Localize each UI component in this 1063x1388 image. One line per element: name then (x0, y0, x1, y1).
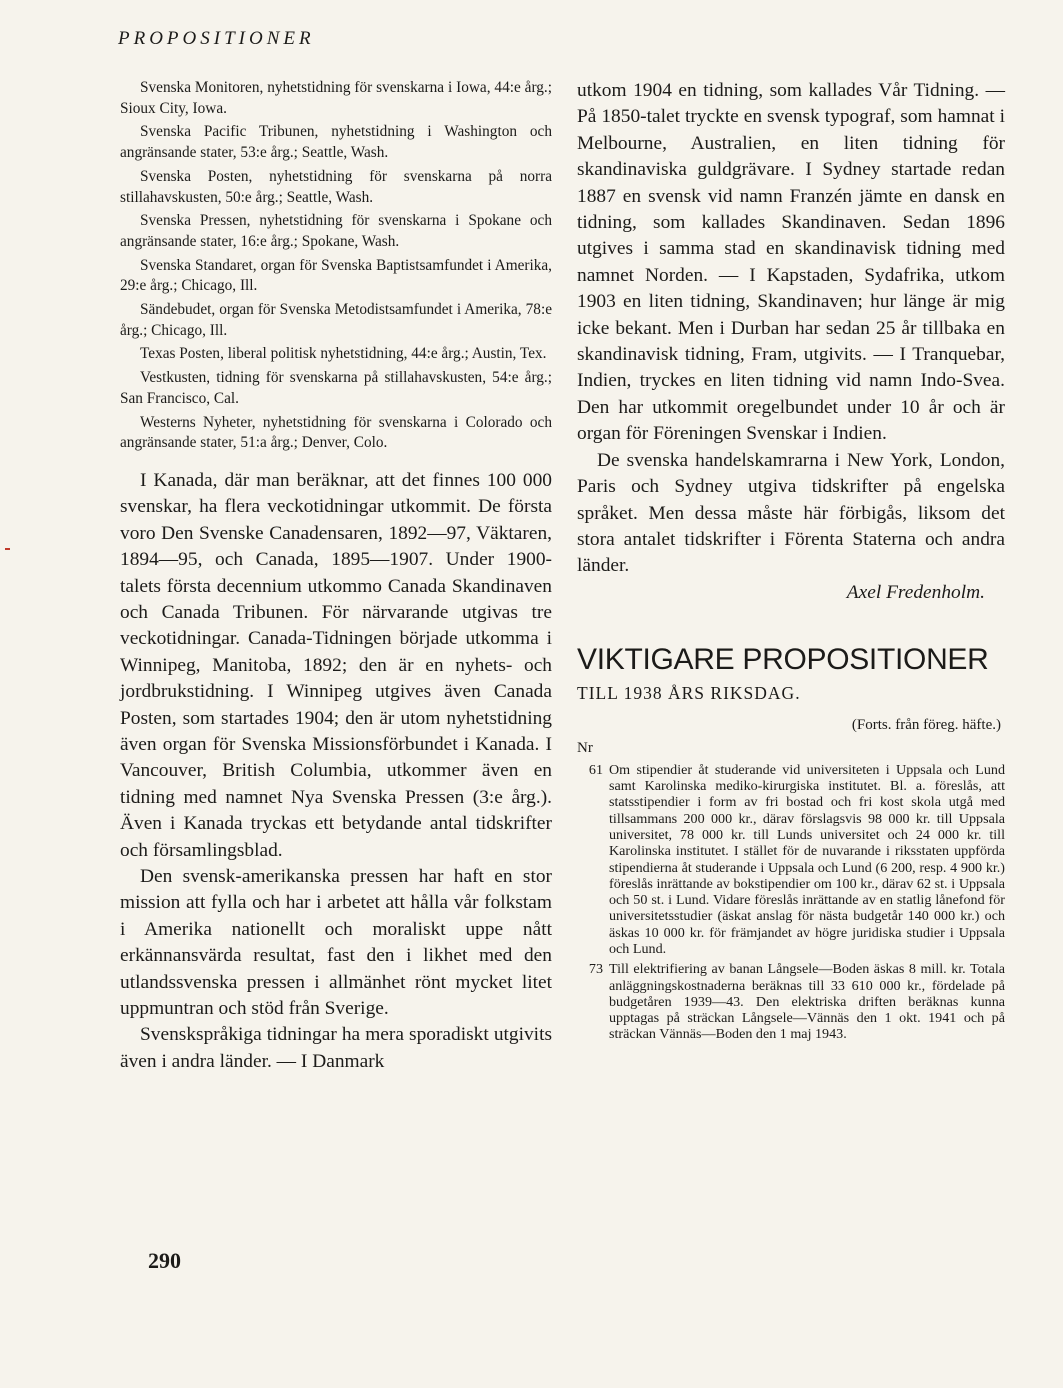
right-body-text (577, 78, 1005, 580)
right-column (577, 78, 1005, 1043)
listing-entry: Svenska Monitoren, nyhetstidning för svenskarna i Iowa, 44:e årg.; Sioux City, Iowa. (120, 79, 552, 117)
proposition-number: 61 (588, 761, 603, 778)
continuation-note: (Forts. från föreg. häfte.) (851, 716, 1001, 733)
left-column (120, 78, 552, 1075)
listing-entry: Westerns Nyheter, nyhetstidning för svenskarna i Colorado och angränsande stater, 51:a årg.; Denver, Colo. (120, 413, 552, 452)
left-body-text (120, 468, 552, 1075)
proposition-item (577, 762, 1005, 958)
newspaper-listing (120, 78, 552, 454)
proposition-text: Till elektrifiering av banan Långsele—Boden äskas 8 mill. kr. Totala anläggningskostnaderna beräknas till 33 610 000 kr., fördelade på budgetåren 1939—43. Den elektriska driften beräknas kunna upptagas på sträckan Långsele—Vännäs den 1 okt. 1941 och på sträckan Vännäs—Boden den 1 maj 1943. (609, 961, 1005, 1043)
listing-entry: Svenska Standaret, organ för Svenska Baptistsamfundet i Amerika, 29:e årg.; Chicago, Ill. (120, 256, 552, 295)
section-title: VIKTIGARE PROPOSITIONER (577, 642, 989, 676)
body-paragraph: Den svensk-amerikanska pressen har haft en stor mission att fylla och har i arbetet att hålla vår folkstam i Amerika nationellt och moraliskt uppe nått erkännansvärda resultat, fast den i likhet med den utlandssvenska pressen i allmänhet rönt mycket litet uppmuntran och stöd från Sverige. (120, 866, 552, 1020)
listing-entry: Svenska Pacific Tribunen, nyhetstidning i Washington och angränsande stater, 53:e årg.; Seattle, Wash. (120, 123, 552, 162)
listing-entry: Vestkusten, tidning för svenskarna på stillahavskusten, 54:e årg.; San Francisco, Cal. (120, 369, 552, 407)
listing-entry: Sändebudet, organ för Svenska Metodistsamfundet i Amerika, 78:e årg.; Chicago, Ill. (120, 301, 552, 339)
proposition-text: Om stipendier åt studerande vid universiteten i Uppsala och Lund samt Karolinska mediko-kirurgiska institutet. Bl. a. föreslås, att statsstipendier i form av fri bostad och fri kost skola utgå med tillsammans 200 000 kr., därav förslagsvis 98 000 kr. till Uppsala universitet, 78 000 kr. till Lunds universitet och 24 000 kr. till Karolinska institutet. I stället för de nuvarande i riksstaten uppförda stipendierna åt studerande i Uppsala och Lund (6 200, resp. 4 900 kr.) föreslås inrättande av bokstipendier om 100 kr., därav 62 st. i Uppsala och 50 st. i Lund. Vidare föreslås inrättande av en statlig lånefond för universitetsstudier (äskat anslag för nästa budgetår 140 000 kr.) och äskas 10 000 kr. för främjandet av högre juridiska studier i Uppsala och Lund. (609, 761, 1005, 957)
margin-mark (5, 548, 10, 550)
body-paragraph: Svenskspråkiga tidningar ha mera sporadiskt utgivits även i andra länder. — I Danmark (120, 1024, 552, 1072)
author-signature: Axel Fredenholm. (846, 581, 985, 603)
listing-entry: Svenska Pressen, nyhetstidning för svenskarna i Spokane och angränsande stater, 16:e årg.; Spokane, Wash. (120, 212, 552, 250)
page-number: 290 (148, 1248, 181, 1273)
number-column-label: Nr (577, 739, 593, 756)
running-header: PROPOSITIONER (118, 28, 315, 49)
listing-entry: Texas Posten, liberal politisk nyhetstidning, 44:e årg.; Austin, Tex. (140, 345, 547, 363)
proposition-item (577, 961, 1005, 1042)
body-paragraph: De svenska handelskamrarna i New York, London, Paris och Sydney utgiva tidskrifter på engelska språket. Men dessa måste här förbigås, liksom det stora antalet tidskrifter i Förenta Staterna och andra länder. (577, 449, 1005, 577)
body-paragraph: utkom 1904 en tidning, som kallades Vår Tidning. — På 1850-talet tryckte en svensk typograf, som hamnat i Melbourne, Australien, en liten tidning för skandinaviska guldgrävare. I Sydney startade redan 1887 en svensk vid namn Franzén jämte en dansk en tidning, som kallades Skandinaven. Sedan 1896 utgives i samma stad en skandinavisk tidning med namnet Norden. — I Kapstaden, Sydafrika, utkom 1903 en liten tidning, Skandinaven; hur länge är mig icke bekant. Men i Durban har sedan 25 år tillbaka en skandinavisk tidning, Fram, utgivits. — I Tranquebar, Indien, tryckes en liten tidning vid namn Indo-Svea. Den har utkommit oregelbundet under 10 år och är organ för Föreningen Svenskar i Indien. (577, 80, 1005, 445)
section-subtitle: TILL 1938 ÅRS RIKSDAG. (577, 682, 801, 703)
body-paragraph: I Kanada, där man beräknar, att det finnes 100 000 svenskar, ha flera veckotidningar utkommit. De första voro Den Svenske Canadensaren, 1892—97, Väktaren, 1894—95, och Canada, 1895—1907. Under 1900-talets första decennium utkommo Canada Skandinaven och Canada Tribunen. För närvarande utgivas tre veckotidningar. Canada-Tidningen började utkomma i Winnipeg, Manitoba, 1892; den är en nyhets- och jordbrukstidning. I Winnipeg utgives även Canada Posten, som startades 1904; den är utom nyhetstidning även organ för Svenska Missionsförbundet i Kanada. I Vancouver, British Columbia, utkommer även en tidning med namnet Nya Svenska Pressen (3:e årg.). Även i Kanada tryckas ett betydande antal tidskrifter och församlingsblad. (120, 469, 552, 861)
listing-entry: Svenska Posten, nyhetstidning för svenskarna på norra stillahavskusten, 50:e årg.; Seattle, Wash. (120, 167, 552, 206)
proposition-number: 73 (588, 961, 603, 978)
